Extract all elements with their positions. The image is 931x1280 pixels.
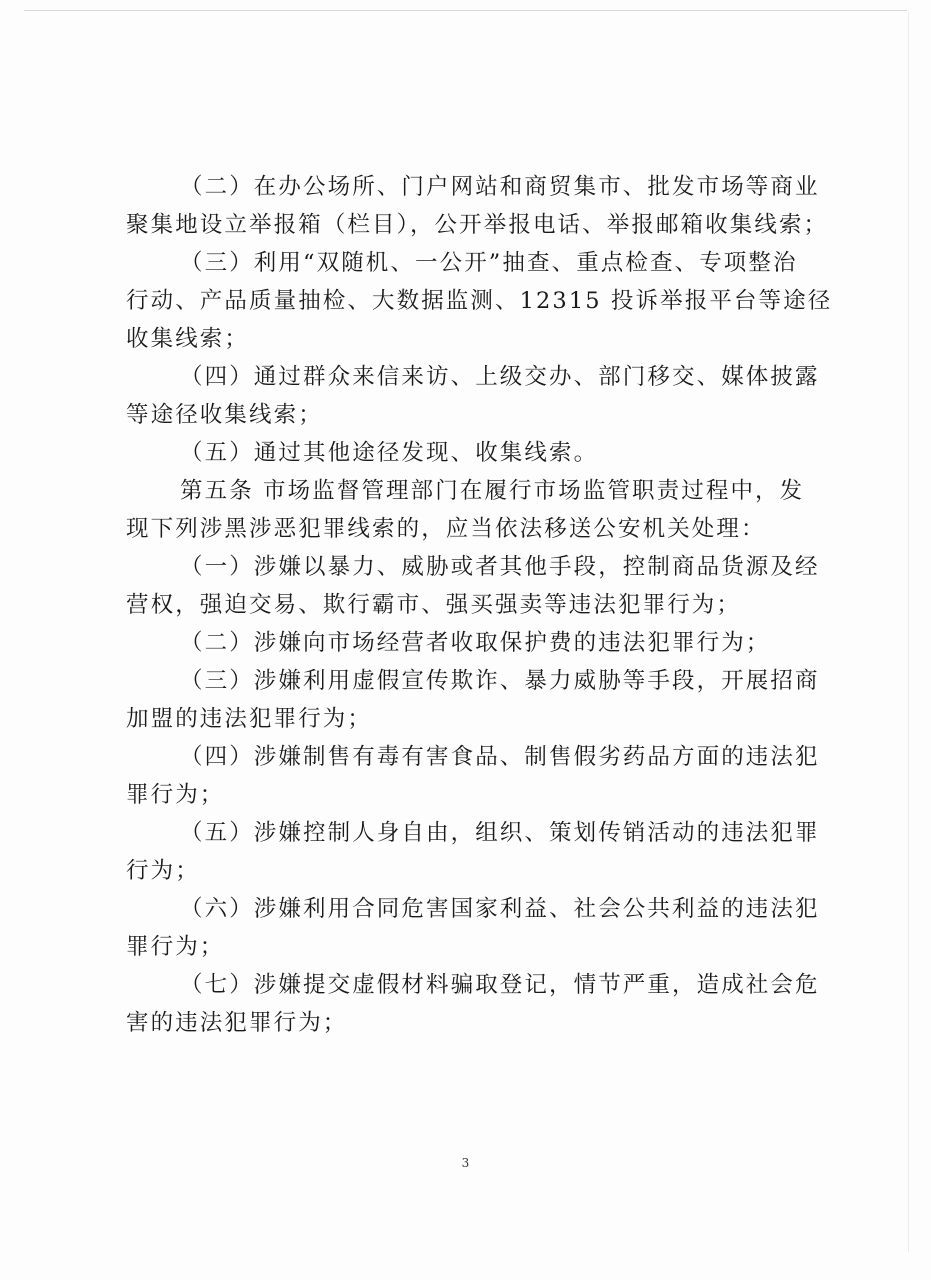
text-line: 加盟的违法犯罪行为； bbox=[126, 706, 373, 732]
text-line: （三）涉嫌利用虚假宣传欺诈、暴力威胁等手段，开展招商 bbox=[180, 668, 820, 694]
text-line: （二）涉嫌向市场经营者收取保护费的违法犯罪行为； bbox=[180, 630, 771, 656]
text-line: 行为； bbox=[126, 858, 200, 884]
text-line: 聚集地设立举报箱（栏目），公开举报电话、举报邮箱收集线索； bbox=[126, 212, 829, 238]
text-line: 现下列涉黑涉恶犯罪线索的，应当依法移送公安机关处理： bbox=[126, 516, 766, 542]
text-line: （五）涉嫌控制人身自由，组织、策划传销活动的违法犯罪 bbox=[180, 820, 820, 846]
text-line: （七）涉嫌提交虚假材料骗取登记，情节严重，造成社会危 bbox=[180, 972, 820, 998]
article-heading-line: 第五条 市场监督管理部门在履行市场监管职责过程中，发 bbox=[180, 478, 805, 504]
text-line: （二）在办公场所、门户网站和商贸集市、批发市场等商业 bbox=[180, 174, 820, 200]
page-number: 3 bbox=[461, 1156, 470, 1170]
text-line: 营权，强迫交易、欺行霸市、强买强卖等违法犯罪行为； bbox=[126, 592, 742, 618]
text-line: 害的违法犯罪行为； bbox=[126, 1010, 348, 1036]
text-line: 行动、产品质量抽检、大数据监测、12315 投诉举报平台等途径 bbox=[126, 288, 833, 314]
text-line: （五）通过其他途径发现、收集线索。 bbox=[180, 440, 599, 466]
text-line: （四）通过群众来信来访、上级交办、部门移交、媒体披露 bbox=[180, 364, 820, 390]
scan-edge-right bbox=[908, 12, 909, 1252]
text-line: 等途径收集线索； bbox=[126, 402, 323, 428]
text-line: 罪行为； bbox=[126, 782, 225, 808]
text-line: （一）涉嫌以暴力、威胁或者其他手段，控制商品货源及经 bbox=[180, 554, 820, 580]
text-line: （三）利用“双随机、一公开”抽查、重点检查、专项整治 bbox=[180, 250, 798, 276]
text-line: （四）涉嫌制售有毒有害食品、制售假劣药品方面的违法犯 bbox=[180, 744, 820, 770]
document-body bbox=[126, 168, 833, 1042]
text-line: 罪行为； bbox=[126, 934, 225, 960]
text-line: （六）涉嫌利用合同危害国家利益、社会公共利益的违法犯 bbox=[180, 896, 820, 922]
text-line: 收集线索； bbox=[126, 326, 250, 352]
scan-edge-top bbox=[24, 10, 907, 11]
